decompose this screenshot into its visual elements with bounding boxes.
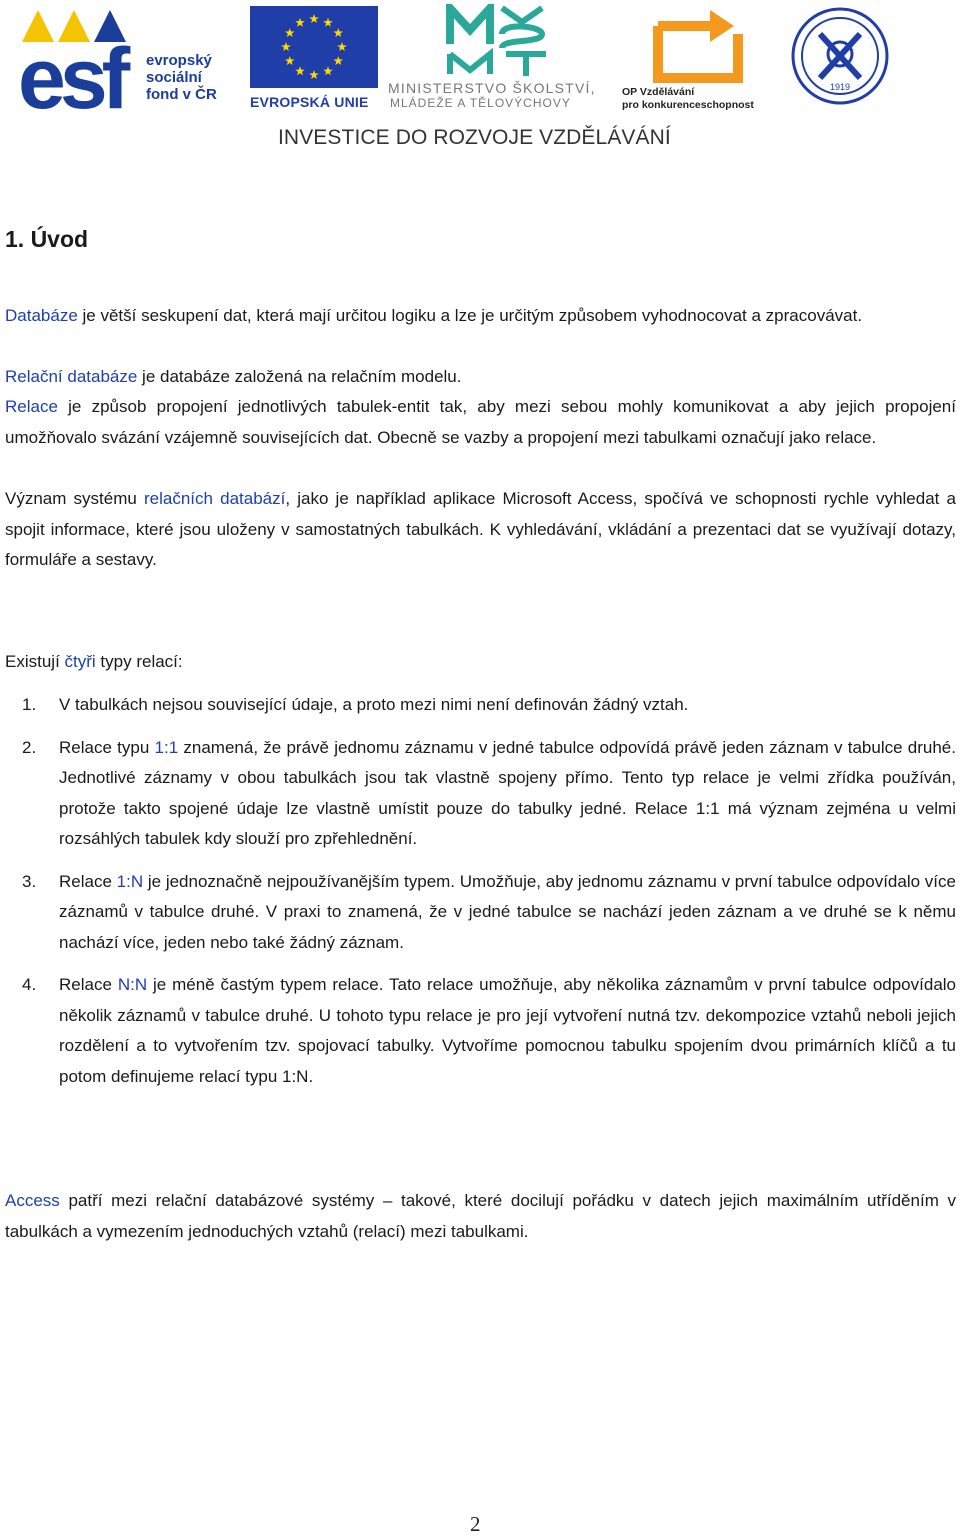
keyword-ctyri: čtyři	[64, 652, 96, 671]
relation-types-list	[22, 690, 956, 1104]
msmt-line2: MLÁDEŽE A TĚLOVÝCHOVY	[390, 96, 571, 110]
eu-star-icon	[295, 18, 305, 27]
eu-star-icon	[295, 66, 305, 75]
keyword-relacnich-databazi: relačních databází	[144, 489, 286, 508]
eu-star-icon	[334, 28, 344, 37]
eu-star-icon	[323, 18, 333, 27]
msmt-mark-icon	[446, 4, 556, 76]
keyword-1-n: 1:N	[116, 871, 144, 891]
msmt-logo	[388, 4, 614, 110]
eu-star-icon	[334, 56, 344, 65]
keyword-relace: Relace	[5, 397, 58, 416]
keyword-1-1: 1:1	[154, 737, 179, 757]
op-text: OP Vzdělávání pro konkurenceschopnost	[622, 86, 754, 111]
page-number: 2	[470, 1512, 481, 1536]
svg-text:1919: 1919	[829, 82, 851, 92]
eu-star-icon	[281, 42, 291, 51]
op-arrow-icon	[648, 4, 768, 84]
eu-logo	[250, 6, 378, 114]
esf-text: evropský sociální fond v ČR	[146, 52, 217, 103]
keyword-access: Access	[5, 1191, 60, 1210]
esf-wordmark: esf	[18, 31, 125, 127]
eu-star-icon	[285, 28, 295, 37]
section-title: 1. Úvod	[5, 226, 89, 252]
list-item: 1. V tabulkách nejsou související údaje, a proto mezi nimi není definován žádný vztah.	[22, 695, 689, 714]
svg-text:2007-13: 2007-13	[735, 36, 744, 66]
eu-star-icon	[337, 42, 347, 51]
intro-paragraph-2: Relační databáze je databáze založená na relačním modelu.	[5, 367, 462, 386]
eu-star-icon	[309, 70, 319, 79]
seal-logo	[790, 4, 890, 108]
keyword-databaze: Databáze	[5, 306, 78, 325]
intro-paragraph-4: Význam systému relačních databází, jako je například aplikace Microsoft Access, spočívá ve schopnosti rychle vyhledat a spojit informace, které jsou uloženy v samostatných tabulkách. K vyhledávání, vkládání a prezentaci dat se využívají dotazy, formuláře a sestavy.	[5, 489, 956, 569]
header-logos	[0, 0, 960, 160]
op-logo	[622, 4, 768, 114]
list-item: 3. Relace 1:N je jednoznačně nejpoužívanějším typem. Umožňuje, aby jednomu záznamu v první tabulce odpovídalo více záznamů v tabulce druhé. V praxi to znamená, že v jedné tabulce se nachází jeden záznam a ve druhé se k němu nachází více, jeden nebo také žádný záznam.	[22, 871, 956, 952]
access-paragraph: Access patří mezi relační databázové systémy – takové, které docilují pořádku v datech jejich maximálním utříděním v tabulkách a vymezením jednoduchých vztahů (relací) mezi tabulkami.	[5, 1191, 956, 1241]
eu-flag-icon	[250, 6, 378, 88]
keyword-relacni-databaze: Relační databáze	[5, 367, 138, 386]
esf-logo	[18, 6, 243, 127]
types-lead: Existují čtyři typy relací:	[5, 652, 183, 671]
keyword-n-n: N:N	[117, 975, 148, 994]
list-item: 2. Relace typu 1:1 znamená, že právě jednomu záznamu v jedné tabulce odpovídá právě jeden záznam v tabulce druhé. Jednotlivé záznamy v obou tabulkách jsou tak vlastně spojeny přímo. Tento typ relace je velmi zřídka používán, protože takto spojené údaje lze vlastně umístit pouze do tabulky jedné. Relace 1:1 má význam zejména u velmi rozsáhlých tabulek kdy slouží pro zpřehlednění.	[22, 737, 956, 848]
eu-star-icon	[309, 14, 319, 23]
investice-banner: INVESTICE DO ROZVOJE VZDĚLÁVÁNÍ	[278, 126, 671, 149]
eu-star-icon	[285, 56, 295, 65]
intro-paragraph-3: Relace je způsob propojení jednotlivých tabulek-entit tak, aby mezi sebou mohly komunikovat a aby jejich propojení umožňovalo svázání vzájemně souvisejících dat. Obecně se vazby a propojení mezi tabulkami označují jako relace.	[5, 397, 956, 447]
msmt-line1: MINISTERSTVO ŠKOLSTVÍ,	[388, 80, 596, 96]
eu-text: EVROPSKÁ UNIE	[250, 94, 369, 110]
eu-star-icon	[323, 66, 333, 75]
intro-paragraph-1: Databáze je větší seskupení dat, která mají určitou logiku a lze je určitým způsobem vyhodnocovat a zpracovávat.	[5, 306, 863, 325]
list-item: 4. Relace N:N je méně častým typem relace. Tato relace umožňuje, aby několika záznamům v první tabulce odpovídalo několik záznamů v tabulce druhé. U tohoto typu relace je pro její vytvoření nutná tzv. dekompozice vztahů neboli jejich rozdělení a to vytvořením tzv. spojovací tabulky. Vytvoříme pomocnou tabulku spojením dvou primárních klíčů a tu potom definujeme relací typu 1:N.	[22, 975, 957, 1086]
